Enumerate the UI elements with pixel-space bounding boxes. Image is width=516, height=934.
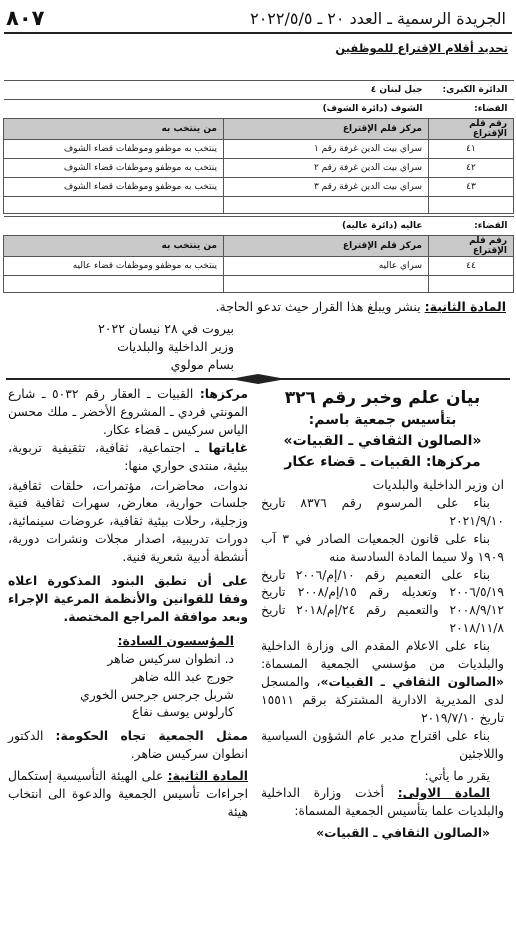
paragraph: بناء على اقتراح مدير عام الشؤون السياسية واللاجئين: [261, 728, 504, 761]
paragraph: بناء على قانون الجمعيات الصادر في ٣ آب ١٩٠٩ ولا سيما المادة السادسة منه: [261, 531, 504, 564]
table-cell: ٤٢: [429, 159, 514, 178]
goals-paragraph: [8, 440, 248, 476]
representative-label: ممثل الجمعية تجاه الحكومة:: [55, 729, 248, 744]
article-two-label: المادة الثانية:: [424, 299, 506, 314]
notice-subtitle: بتأسيس جمعية باسم:: [308, 412, 457, 428]
table-cell: سراي عاليه: [224, 257, 429, 276]
col-header: مركز قلم الإقتراع: [224, 119, 429, 140]
signature-title: وزير الداخلية والبلديات: [117, 339, 234, 354]
qada-value: عاليه (دائرة عاليه): [4, 217, 429, 236]
hq-text: القبيات ـ العقار رقم ٥٠٣٢ ـ شارع المونتي فردي ـ المشروع الأخضر ـ ملك محسن الياس سركيس ـ قضاء عكار.: [8, 387, 248, 437]
table-row: [4, 257, 514, 276]
table-cell: ٤١: [429, 140, 514, 159]
col-header: رقم قلم الإقتراع: [429, 119, 514, 140]
paragraph: بناء على المرسوم رقم ٨٣٧٦ تاريخ ٢٠٢١/٩/١٠: [261, 495, 504, 528]
table-cell: ينتخب به موظفو وموظفات قضاء الشوف: [4, 159, 224, 178]
signature-date: بيروت في ٢٨ نيسان ٢٠٢٢: [98, 321, 234, 336]
table-header-row: [4, 236, 514, 257]
notice-column-right: [261, 386, 504, 843]
table-row: [4, 159, 514, 178]
qada-label: القضاء:: [429, 217, 514, 236]
col-header: رقم قلم الإقتراع: [429, 236, 514, 257]
article-one: [261, 785, 504, 821]
table-cell: ٤٤: [429, 257, 514, 276]
representative-text: الدكتور انطوان سركيس ضاهر.: [8, 729, 248, 762]
activities-paragraph: ندوات، محاضرات، مؤتمرات، حلقات ثقافية، جلسات حوارية، معارض، سهرات ثقافية فنية وزجلية، رحلات بيئية ثقافية، عروضات سينمائية، دورات تدريبية، اصدار مجلات ونشرات دورية، أنشطة أدبية شعرية فنية.: [8, 478, 248, 565]
page-number: ٨٠٧: [6, 6, 45, 30]
col-header: من ينتخب به: [4, 119, 224, 140]
goals-label: غاياتها: [208, 440, 248, 455]
founder-name: كارلوس يوسف نفاع: [131, 705, 234, 720]
article-two: [10, 299, 506, 314]
goals-text: ـ اجتماعية، ثقافية، تثقيفية تربوية، بيئية، منتدى حواري منها:: [8, 440, 248, 473]
article-two-text: ينشر ويبلغ هذا القرار حيث تدعو الحاجة.: [215, 299, 425, 314]
association-name: «الصالون الثقافي ـ القبيات»: [283, 433, 482, 449]
table-cell: سراي بيت الدين غرفة رقم ٢: [224, 159, 429, 178]
representative-paragraph: [8, 728, 248, 764]
section-title: تحديد أقلام الإقتراع للموظفين: [335, 41, 508, 55]
hq-label: مركزها:: [199, 387, 248, 401]
district-value: جبل لبنان ٤: [4, 81, 429, 100]
district-row: [4, 81, 514, 100]
table-row: [4, 140, 514, 159]
table-cell: ٤٣: [429, 178, 514, 197]
paragraph-text: ، والمسجل لدى المديرية الادارية المشتركة برقم ١٥٥١١ تاريخ ٢٠١٩/٧/١٠: [261, 674, 504, 725]
association-name-inline: «الصالون الثقافي ـ القبيات»: [320, 674, 504, 689]
hq-paragraph: [8, 386, 248, 440]
qada-label: القضاء:: [429, 100, 514, 119]
article-two-founding-text: على الهيئة التأسيسية إستكمال اجراءات تأسيس الجمعية والدعوة الى انتخاب هيئة: [8, 769, 248, 819]
notice-title: بيان علم وخبر رقم ٣٢٦: [284, 388, 481, 408]
paragraph: ان وزير الداخلية والبلديات: [372, 478, 504, 492]
table-header-row: [4, 119, 514, 140]
article-two-founding: [8, 768, 248, 822]
polling-table-aley: [3, 216, 514, 293]
section-divider: [6, 378, 510, 380]
decision-intro: يقرر ما يأتي:: [424, 768, 490, 783]
col-header: مركز قلم الإقتراع: [224, 236, 429, 257]
qada-row: [4, 100, 514, 119]
signature-name: بسام مولوي: [170, 357, 234, 372]
gazette-title: الجريدة الرسمية ـ العدد ٢٠ ـ ٢٠٢٢/٥/٥: [250, 9, 506, 28]
qada-row: [4, 217, 514, 236]
notice-column-left: [8, 386, 248, 822]
association-name-final: «الصالون الثقافي ـ القبيات»: [316, 826, 490, 841]
table-row: [4, 276, 514, 293]
article-one-label: المادة الاولى:: [397, 786, 490, 801]
table-cell: ينتخب به موظفو وموظفات قضاء الشوف: [4, 140, 224, 159]
page-header: [4, 6, 512, 34]
col-header: من ينتخب به: [4, 236, 224, 257]
paragraph: [261, 638, 504, 728]
paragraph: بناء على التعميم رقم ١٠/إم/٢٠٠٦ تاريخ ٢٠٠٦/٥/١٩ وتعديله رقم ١٥/إم/٢٠٠٨ تاريخ ٢٠٠٨/٩/١٢ والتعميم رقم ٢٤/إم/٢٠١٨ تاريخ ٢٠١٨/١١/٨: [261, 567, 504, 636]
qada-value: الشوف (دائرة الشوف): [4, 100, 429, 119]
founder-name: شربل جرجس جرجس الخوري: [80, 687, 234, 702]
article-two-founding-label: المادة الثانية:: [167, 769, 249, 784]
signature-block: [14, 320, 234, 374]
table-row: [4, 197, 514, 214]
condition-paragraph: على أن تطبق البنود المذكورة اعلاه وفقا للقوانين والأنظمة المرعية الإجراء وبعد موافقة المراجع المختصة.: [8, 574, 248, 624]
founder-name: جورج عبد الله ضاهر: [131, 669, 234, 684]
table-cell: ينتخب به موظفو وموظفات قضاء عاليه: [4, 257, 224, 276]
founder-name: د. انطوان سركيس ضاهر: [107, 651, 234, 666]
table-cell: سراي بيت الدين غرفة رقم ١: [224, 140, 429, 159]
founders-label: المؤسسون السادة:: [117, 633, 234, 648]
divider-ornament: [230, 374, 286, 384]
table-cell: سراي بيت الدين غرفة رقم ٣: [224, 178, 429, 197]
table-row: [4, 178, 514, 197]
article-one-text: أخذت وزارة الداخلية والبلديات علما بتأسيس الجمعية المسماة:: [261, 786, 504, 819]
polling-table-chouf: [3, 80, 514, 214]
paragraph-text: بناء على الاعلام المقدم الى وزارة الداخلية والبلديات من مؤسسي الجمعية المسماة:: [261, 639, 504, 672]
district-label: الدائرة الكبرى:: [429, 81, 514, 100]
table-cell: ينتخب به موظفو وموظفات قضاء الشوف: [4, 178, 224, 197]
association-hq: مركزها: القبيات ـ قضاء عكار: [284, 454, 481, 470]
